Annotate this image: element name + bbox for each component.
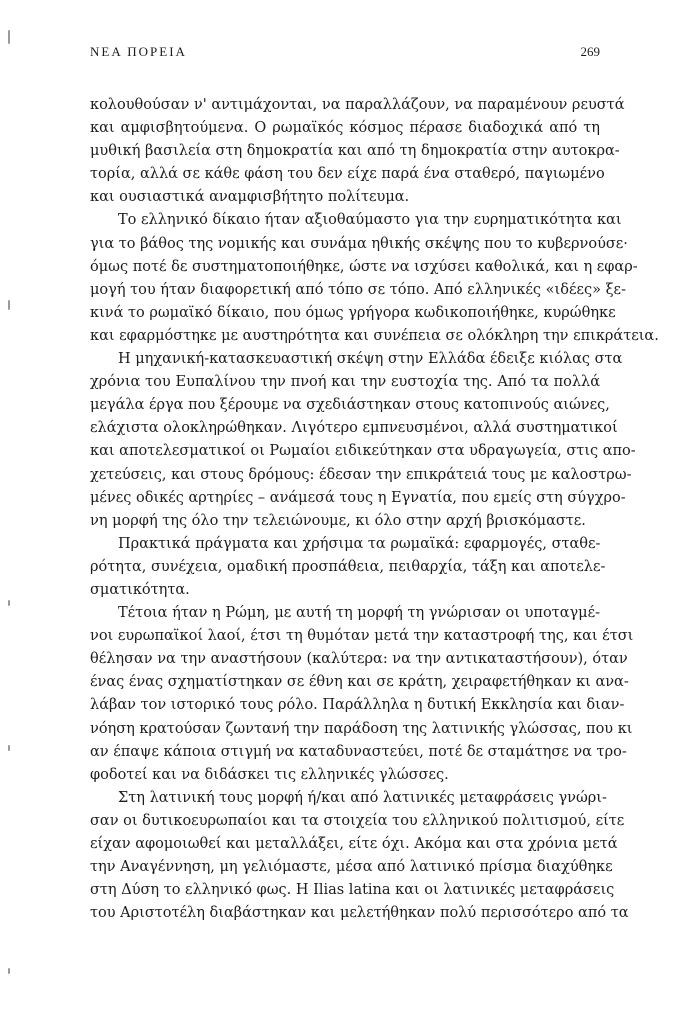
text-line: αν έπαψε κάποια στιγμή να καταδυναστεύει, ποτέ δε σταμάτησε να τρο- — [90, 743, 627, 760]
paragraph — [90, 94, 625, 209]
text-line: νόηση κρατούσαν ζωντανή την παράδοση της λατινικής γλώσσας, που κι — [90, 720, 633, 737]
paragraph — [90, 602, 634, 787]
body-text — [90, 94, 659, 925]
text-line: σαν οι δυτικοευρωπαίοι και τα στοιχεία του ελληνικού πολιτισμού, είτε — [90, 812, 625, 829]
text-line: Το ελληνικό δίκαιο ήταν αξιοθαύμαστο για την ευρηματικότητα και — [118, 212, 622, 229]
text-line: όμως ποτέ δε συστηματοποιήθηκε, ώστε να ισχύσει καθολικά, και η εφαρ- — [90, 258, 638, 275]
text-line: νοι ευρωπαϊκοί λαοί, έτσι τη θυμόταν μετά την καταστροφή της, και έτσι — [90, 628, 634, 645]
text-line: Στη λατινική τους μορφή ή/και από λατινικές μεταφράσεις γνώρι- — [118, 789, 607, 806]
text-line: και ουσιαστικά αναμφισβήτητο πολίτευμα. — [90, 189, 410, 206]
text-line: χρόνια του Ευπαλίνου την πνοή και την ευστοχία της. Από τα πολλά — [90, 374, 600, 391]
text-line: μένες οδικές αρτηρίες – ανάμεσά τους η Εγνατία, που εμείς στη σύγχρο- — [90, 489, 626, 506]
text-line: στη Δύση το ελληνικό φως. Η Ilias latina και οι λατινικές μεταφράσεις — [90, 882, 615, 899]
text-line: φοδοτεί και να διδάσκει τις ελληνικές γλώσσες. — [90, 766, 449, 783]
paragraph — [90, 348, 636, 533]
paragraph — [90, 533, 606, 602]
paragraph — [90, 787, 629, 926]
text-line: του Αριστοτέλη διαβάστηκαν και μελετήθηκαν πολύ περισσότερο από τα — [90, 905, 629, 922]
text-line: τορία, αλλά σε κάθε φάση του δεν είχε παρά ένα σταθερό, παγιωμένο — [90, 166, 605, 183]
text-line: σματικότητα. — [90, 581, 190, 598]
text-line: θέλησαν να την αναστήσουν (καλύτερα: να την αντικαταστήσουν), όταν — [90, 651, 628, 668]
text-line: νη μορφή της όλο την τελειώνουμε, κι όλο στην αρχή βρισκόμαστε. — [90, 512, 586, 529]
text-line: ελάχιστα ολοκληρώθηκαν. Λιγότερο εμπνευσμένοι, αλλά συστηματικοί — [90, 420, 618, 437]
page-number: 269 — [580, 44, 600, 59]
running-title: ΝΕΑ ΠΟΡΕΙΑ — [90, 44, 187, 59]
text-line: ρότητα, συνέχεια, ομαδική προσπάθεια, πειθαρχία, τάξη και αποτελε- — [90, 558, 606, 575]
text-line: κινά το ρωμαϊκό δίκαιο, που όμως γρήγορα κωδικοποιήθηκε, κυρώθηκε — [90, 304, 616, 321]
text-line: και αμφισβητούμενα. Ο ρωμαϊκός κόσμος πέρασε διαδοχικά από τη — [90, 120, 600, 137]
margin-mark — [8, 600, 10, 606]
running-header — [90, 44, 600, 62]
text-line: είχαν αφομοιωθεί και μεταλλάξει, είτε όχι. Ακόμα και στα χρόνια μετά — [90, 836, 618, 852]
paragraph — [90, 209, 659, 348]
text-line: μεγάλα έργα που ξέρουμε να σχεδιάστηκαν στους κατοπινούς αιώνες, — [90, 397, 610, 414]
margin-mark — [8, 300, 10, 310]
text-line: χετεύσεις, και στους δρόμους: έδεσαν την επικράτειά τους με καλοστρω- — [90, 466, 632, 483]
text-line: μογή του ήταν διαφορετική από τόπο σε τόπο. Από ελληνικές «ιδέες» ξε- — [90, 281, 626, 298]
text-line: και εφαρμόστηκε με αυστηρότητα και συνέπεια σε ολόκληρη την επικράτεια. — [90, 327, 659, 344]
text-line: μυθική βασιλεία στη δημοκρατία και από τη δημοκρατία στην αυτοκρα- — [90, 143, 620, 160]
text-line: ένας ένας σχηματίστηκαν σε έθνη και σε κράτη, χειραφετήθηκαν κι ανα- — [90, 674, 629, 691]
text-line: την Αναγέννηση, μη γελιόμαστε, μέσα από λατινικό πρίσμα διαχύθηκε — [90, 859, 613, 876]
text-line: Πρακτικά πράγματα και χρήσιμα τα ρωμαϊκά: εφαρμογές, σταθε- — [118, 535, 601, 552]
margin-mark — [8, 968, 10, 974]
text-line: και αποτελεσματικοί οι Ρωμαίοι ειδικεύτηκαν στα υδραγωγεία, στις απο- — [90, 443, 636, 460]
text-line: λάβαν τον ιστορικό τους ρόλο. Παράλληλα η δυτική Εκκλησία και διαν- — [90, 697, 625, 714]
margin-mark — [8, 745, 10, 751]
text-line: Τέτοια ήταν η Ρώμη, με αυτή τη μορφή τη γνώρισαν οι υποταγμέ- — [118, 605, 600, 622]
text-line: για το βάθος της νομικής και συνάμα ηθικής σκέψης που το κυβερνούσε· — [90, 235, 628, 252]
margin-mark — [8, 30, 10, 44]
text-line: κολουθούσαν ν' αντιμάχονται, να παραλλάζουν, να παραμένουν ρευστά — [90, 97, 625, 113]
text-line: Η μηχανική-κατασκευαστική σκέψη στην Ελλάδα έδειξε κιόλας στα — [118, 351, 623, 368]
